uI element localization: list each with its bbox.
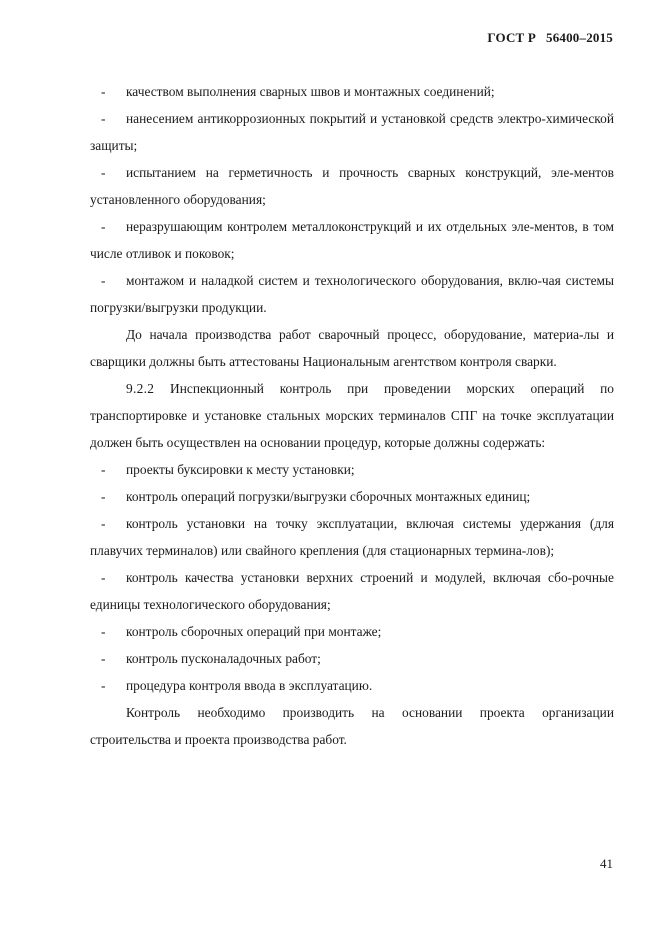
list-item-text: проекты буксировки к месту установки; <box>126 462 355 477</box>
list-item: - монтажом и наладкой систем и технологического оборудования, вклю-чая системы погрузки/выгрузки продукции. <box>90 273 614 315</box>
paragraph-inspection <box>90 375 614 456</box>
clause-number: 9.2.2 <box>126 381 155 396</box>
list-item-text: контроль сборочных операций при монтаже; <box>126 624 382 639</box>
list-item: - контроль установки на точку эксплуатации, включая системы удержания (для плавучих терминалов) или свайного крепления (для стационарных термина-лов); <box>90 516 614 558</box>
list-item: - неразрушающим контролем металлоконструкций и их отдельных эле-ментов, в том числе отливок и поковок; <box>90 219 614 261</box>
list-item: - процедура контроля ввода в эксплуатацию. <box>101 678 373 693</box>
document-body <box>90 78 614 753</box>
list-item: - контроль пусконаладочных работ; <box>101 651 321 666</box>
clause-text: Инспекционный контроль при проведении морских операций по транспортировке и установке стальных морских терминалов СПГ на точке эксплуатации должен быть осуществлен на основании процедур, которые должны содержать: <box>90 381 614 450</box>
list-item-text: монтажом и наладкой систем и технологического оборудования, вклю-чая системы погрузки/выгрузки продукции. <box>90 273 614 315</box>
list-item-text: контроль качества установки верхних строений и модулей, включая сбо-рочные единицы технологического оборудования; <box>90 570 614 612</box>
standard-number: 56400–2015 <box>546 30 613 45</box>
list-item: - контроль сборочных операций при монтаже; <box>101 624 382 639</box>
page-number: 41 <box>600 856 613 871</box>
list-item: - контроль качества установки верхних строений и модулей, включая сбо-рочные единицы технологического оборудования; <box>90 570 614 612</box>
list-item-text: качеством выполнения сварных швов и монтажных соединений; <box>126 84 495 99</box>
list-item-text: контроль операций погрузки/выгрузки сборочных монтажных единиц; <box>126 489 531 504</box>
list-item-text: контроль пусконаладочных работ; <box>126 651 321 666</box>
list-item-text: испытанием на герметичность и прочность сварных конструкций, эле-ментов установленного оборудования; <box>90 165 614 207</box>
standard-label: ГОСТ Р <box>487 30 536 45</box>
list-item-text: контроль установки на точку эксплуатации, включая системы удержания (для плавучих терминалов) или свайного крепления (для стационарных термина-лов); <box>90 516 614 558</box>
list-item-text: процедура контроля ввода в эксплуатацию. <box>126 678 373 693</box>
paragraph-certification: До начала производства работ сварочный процесс, оборудование, материа-лы и сварщики должны быть аттестованы Национальным агентством контроля сварки. <box>90 327 614 369</box>
list-item-text: нанесением антикоррозионных покрытий и установкой средств электро-химической защиты; <box>90 111 614 153</box>
paragraph-control-basis: Контроль необходимо производить на основании проекта организации строительства и проекта производства работ. <box>90 705 614 747</box>
page-header <box>487 30 613 46</box>
list-item: - испытанием на герметичность и прочность сварных конструкций, эле-ментов установленного оборудования; <box>90 165 614 207</box>
list-item: - проекты буксировки к месту установки; <box>101 462 355 477</box>
list-item: - контроль операций погрузки/выгрузки сборочных монтажных единиц; <box>101 489 531 504</box>
list-item-text: неразрушающим контролем металлоконструкций и их отдельных эле-ментов, в том числе отливок и поковок; <box>90 219 614 261</box>
list-item: - качеством выполнения сварных швов и монтажных соединений; <box>101 84 495 99</box>
list-item: - нанесением антикоррозионных покрытий и установкой средств электро-химической защиты; <box>90 111 614 153</box>
